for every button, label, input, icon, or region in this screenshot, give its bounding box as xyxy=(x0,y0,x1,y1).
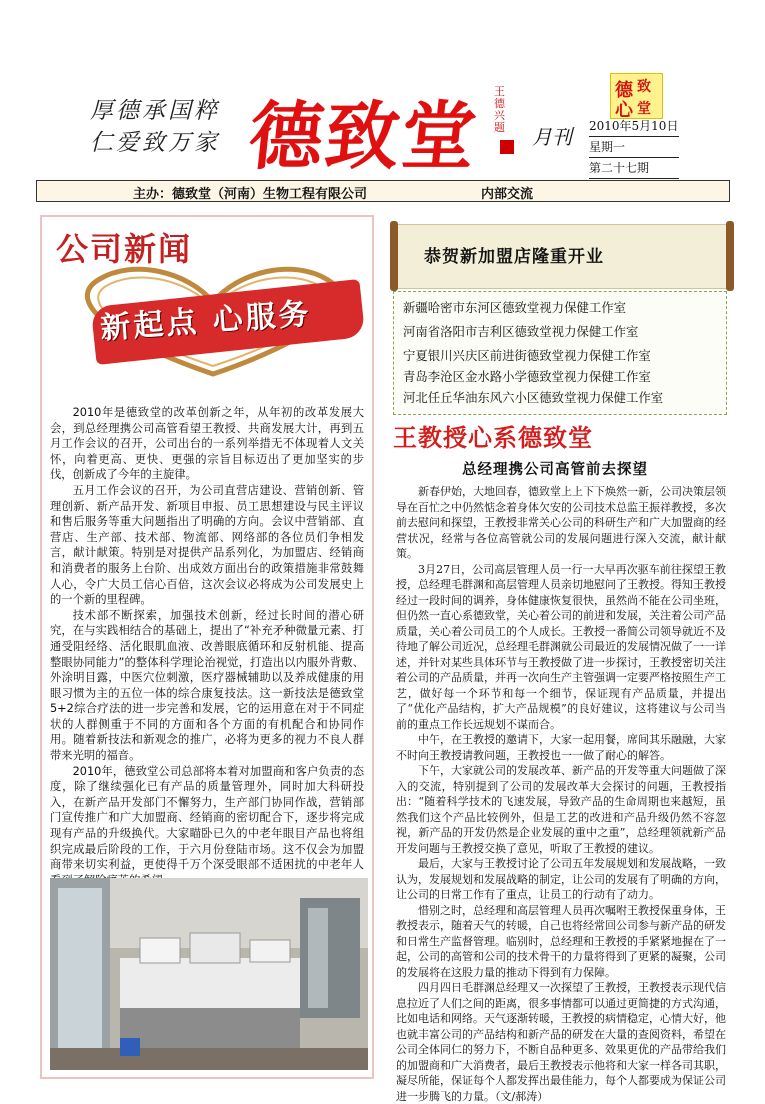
banner-slogan: 新起点 心服务 xyxy=(99,296,313,347)
calligraphy-signature: 王德兴题 xyxy=(494,85,505,134)
article-paragraph: 中午，在王教授的邀请下，大家一起用餐，席间其乐融融，大家不时向王教授请教问题，王教授也一一做了耐心的解答。 xyxy=(396,733,726,762)
issue-weekday: 星期一 xyxy=(589,137,679,158)
scroll-rod-right xyxy=(726,221,734,291)
scroll-rod-left xyxy=(390,221,398,291)
slogan-line-2: 仁爱致万家 xyxy=(90,130,220,156)
logo-char-3: 心 xyxy=(615,100,633,121)
logo-char-1: 德 xyxy=(615,80,633,101)
article-headline: 王教授心系德致堂 xyxy=(393,424,593,452)
list-item: 新疆哈密市东河区德致堂视力保健工作室 xyxy=(403,300,627,315)
publisher-bar xyxy=(36,180,730,202)
list-item: 河南省洛阳市吉利区德致堂视力保健工作室 xyxy=(403,324,639,339)
monthly-label: 月刊 xyxy=(532,125,572,149)
publisher-label: 主办：德致堂（河南）生物工程有限公司 xyxy=(133,187,368,202)
internal-label: 内部交流 xyxy=(481,187,534,202)
issue-date: 2010年5月10日 xyxy=(589,116,679,137)
article-paragraph: 最后，大家与王教授讨论了公司五年发展规划和发展战略，一致认为，发展规划和发展战略的制定，让公司的发展有了明确的方向，让公司的日常工作有了重点，让员工的行动有了动力。 xyxy=(396,857,726,901)
logo-char-4: 堂 xyxy=(637,101,651,117)
issue-number: 第二十七期 xyxy=(589,158,679,179)
section-title-company-news: 公司新闻 xyxy=(56,230,193,268)
article-paragraph: 2010年，德致堂公司总部将本着对加盟商和客户负责的态度，除了继续强化已有产品的质量管理外，同时加大科研投入，在新产品开发部门不懈努力，生产部门协同作战，营销部门宣传推广和广大加盟商、经销商的密切配合下，逐步将完成现有产品的升级换代。大家瞄卧已久的中老年眼目产品也将组织完成最后阶段的工作，于六月份登陆市场。这不仅会为加盟商带来切实利益，更使得千万个深受眼部不适困扰的中老年人 xyxy=(50,764,364,872)
logo-char-2: 致 xyxy=(637,79,651,95)
article-paragraph: 技术部不断探索，加强技术创新，经过长时间的潜心研究，在与实践相结合的基础上，提出了“补充矛种微量元素、打通受阻经络、活化眼肌血液、改善眼底循环和反射机能、提高整眼协同能力”的整体科学理论治视觉，打造出以内服外背敷、外涂明目露，中医穴位刺激，医疗器械辅助以及养成健康的用眼习惯为主的五位一体的综合康复技法。这一新技法是德致堂5+2综合疗法的进一步完善和发展，它的运用意在对于不同症状的人群侧重于不同的方面和各个方面的有机配合和协同作用。随着新技法和新观念的推广，必将为更多的视力不良人群带来光明的福音。 xyxy=(50,608,364,763)
list-item: 宁夏银川兴庆区前进街德致堂视力保健工作室 xyxy=(403,348,651,363)
professor-article xyxy=(396,484,726,1104)
red-seal-icon xyxy=(500,140,514,154)
slogan-line-1: 厚德承国粹 xyxy=(90,98,220,124)
article-paragraph: 下午，大家就公司的发展改革、新产品的开发等重大问题做了深入的交流，特别提到了公司的发展改革大会探讨的问题，王教授指出：“随着科学技术的飞速发展，导致产品的生命周期也来越短，虽然我们这个产品比较例外，但是工艺的改进和产品升级仍然不容忽视，新产品的开发仍然是企业发展的重中之重”，总经理领就新产品开发问题与王教授交换了意见，听取了王教授的建议。 xyxy=(396,764,726,855)
issue-info xyxy=(589,116,679,179)
article-paragraph: 3月27日，公司高层管理人员一行一大早再次驱车前往探望王教授，总经理毛群渊和高层管理人员亲切地慰问了王教授。得知王教授经过一段时间的调养，身体健康恢复很快，虽然尚不能在公司坐班，但仍然一直心系德致堂，关心着公司的前进和发展，关注着公司产品质量，关心着公司员工的个人成长。王教授一番简公司领导就近不及待地了解公司近况，总经理毛群渊就公司最近的发展情况做了一一详述，并针对某些具体环节与王教授做了进一步探讨，王教授密切关注着公司的产品质量，并再一次向生产主管强调一定要严格按照生产工艺，做好每一个环节和每一个细节，保证现有产品质量，并提出了“优化产品结构，扩大产品规模”的良好建议，这将建议与公司当前的重点工作长远规划不谋而合。 xyxy=(396,562,726,731)
article-paragraph: 五月工作会议的召开，为公司直营店建设、营销创新、管理创新、新产品开发、新项目申报、员工思想建设与民主评议和售后服务等重大问题指出了明确的方向。会议中营销部、直营店、生产部、技术部、物流部、网络部的各位员们争相发言，献计献策。特别是对提供产品系列化，为加盟店、经销商和消费者的服务上台阶、出成效方面出台的政策措施非常鼓舞人心，令广大员工信心百倍，这次会议必将成为公司发展史上的一个新的里程碑。 xyxy=(50,483,364,607)
masthead-title: 德致堂 xyxy=(244,94,482,180)
laboratory-image xyxy=(50,878,368,1070)
article-paragraph: 2010年是德致堂的改革创新之年，从年初的改革发展大会，到总经理携公司高管看望王教授、共商发展大计，再到五月工作会议的召开，公司出台的一系列举措无不体现着人文关怀，向着更高、更快、更强的宗旨目标迈出了更加坚实的步伐，创新成了今年的主旋律。 xyxy=(50,406,364,482)
article-subheadline: 总经理携公司高管前去探望 xyxy=(462,462,648,478)
new-stores-title: 恭贺新加盟店隆重开业 xyxy=(424,247,604,267)
lab-photo xyxy=(50,878,368,1070)
article-paragraph: 四月四日毛群渊总经理又一次探望了王教授，王教授表示现代信息拉近了人们之间的距离，很多事情都可以通过更简捷的方式沟通，比如电话和网络。天气逐渐转暖，王教授的病情稳定，心情大好，他也就丰富公司的产品结构和新产品的研发在大量的查阅资料，希望在公司全体同仁的努力下，不断自品种更多、效果更优的产品带给我们的加盟商和广大消费者，最后王教授表示他将和大家一样各司其职，凝尽所能，保证每个人都发挥出最佳能力，每个人都要成为保证公司进一步腾飞的力量。（文/郝涛） xyxy=(396,981,726,1103)
brand-logo xyxy=(610,73,663,119)
article-paragraph: 新春伊始，大地回春，德致堂上上下下焕然一新，公司决策层领导在百忙之中仍然惦念着身体欠安的公司技术总监王振祥教授，多次前去慰问和探望，王教授非常关心公司的科研生产和广大加盟商的经营状况，经常与各位高管就公司的发展问题进行深入交流，献计献策。 xyxy=(396,485,726,560)
article-paragraph: 惜别之时，总经理和高层管理人员再次嘱咐王教授保重身体，王教授表示，随着天气的转暖，自己也将经常回公司参与新产品的研发和日常生产监督管理。临别时，总经理和王教授的手紧紧地握在了一起，公司的高管和公司的技术骨干的力量将得到了更紧的凝聚，公司的发展将在这股力量的推动下得到有力保障。 xyxy=(396,903,726,979)
list-item: 青岛李沧区金水路小学德致堂视力保健工作室 xyxy=(403,369,651,384)
list-item: 河北任丘华油东风六小区德致堂视力保健工作室 xyxy=(403,390,664,405)
